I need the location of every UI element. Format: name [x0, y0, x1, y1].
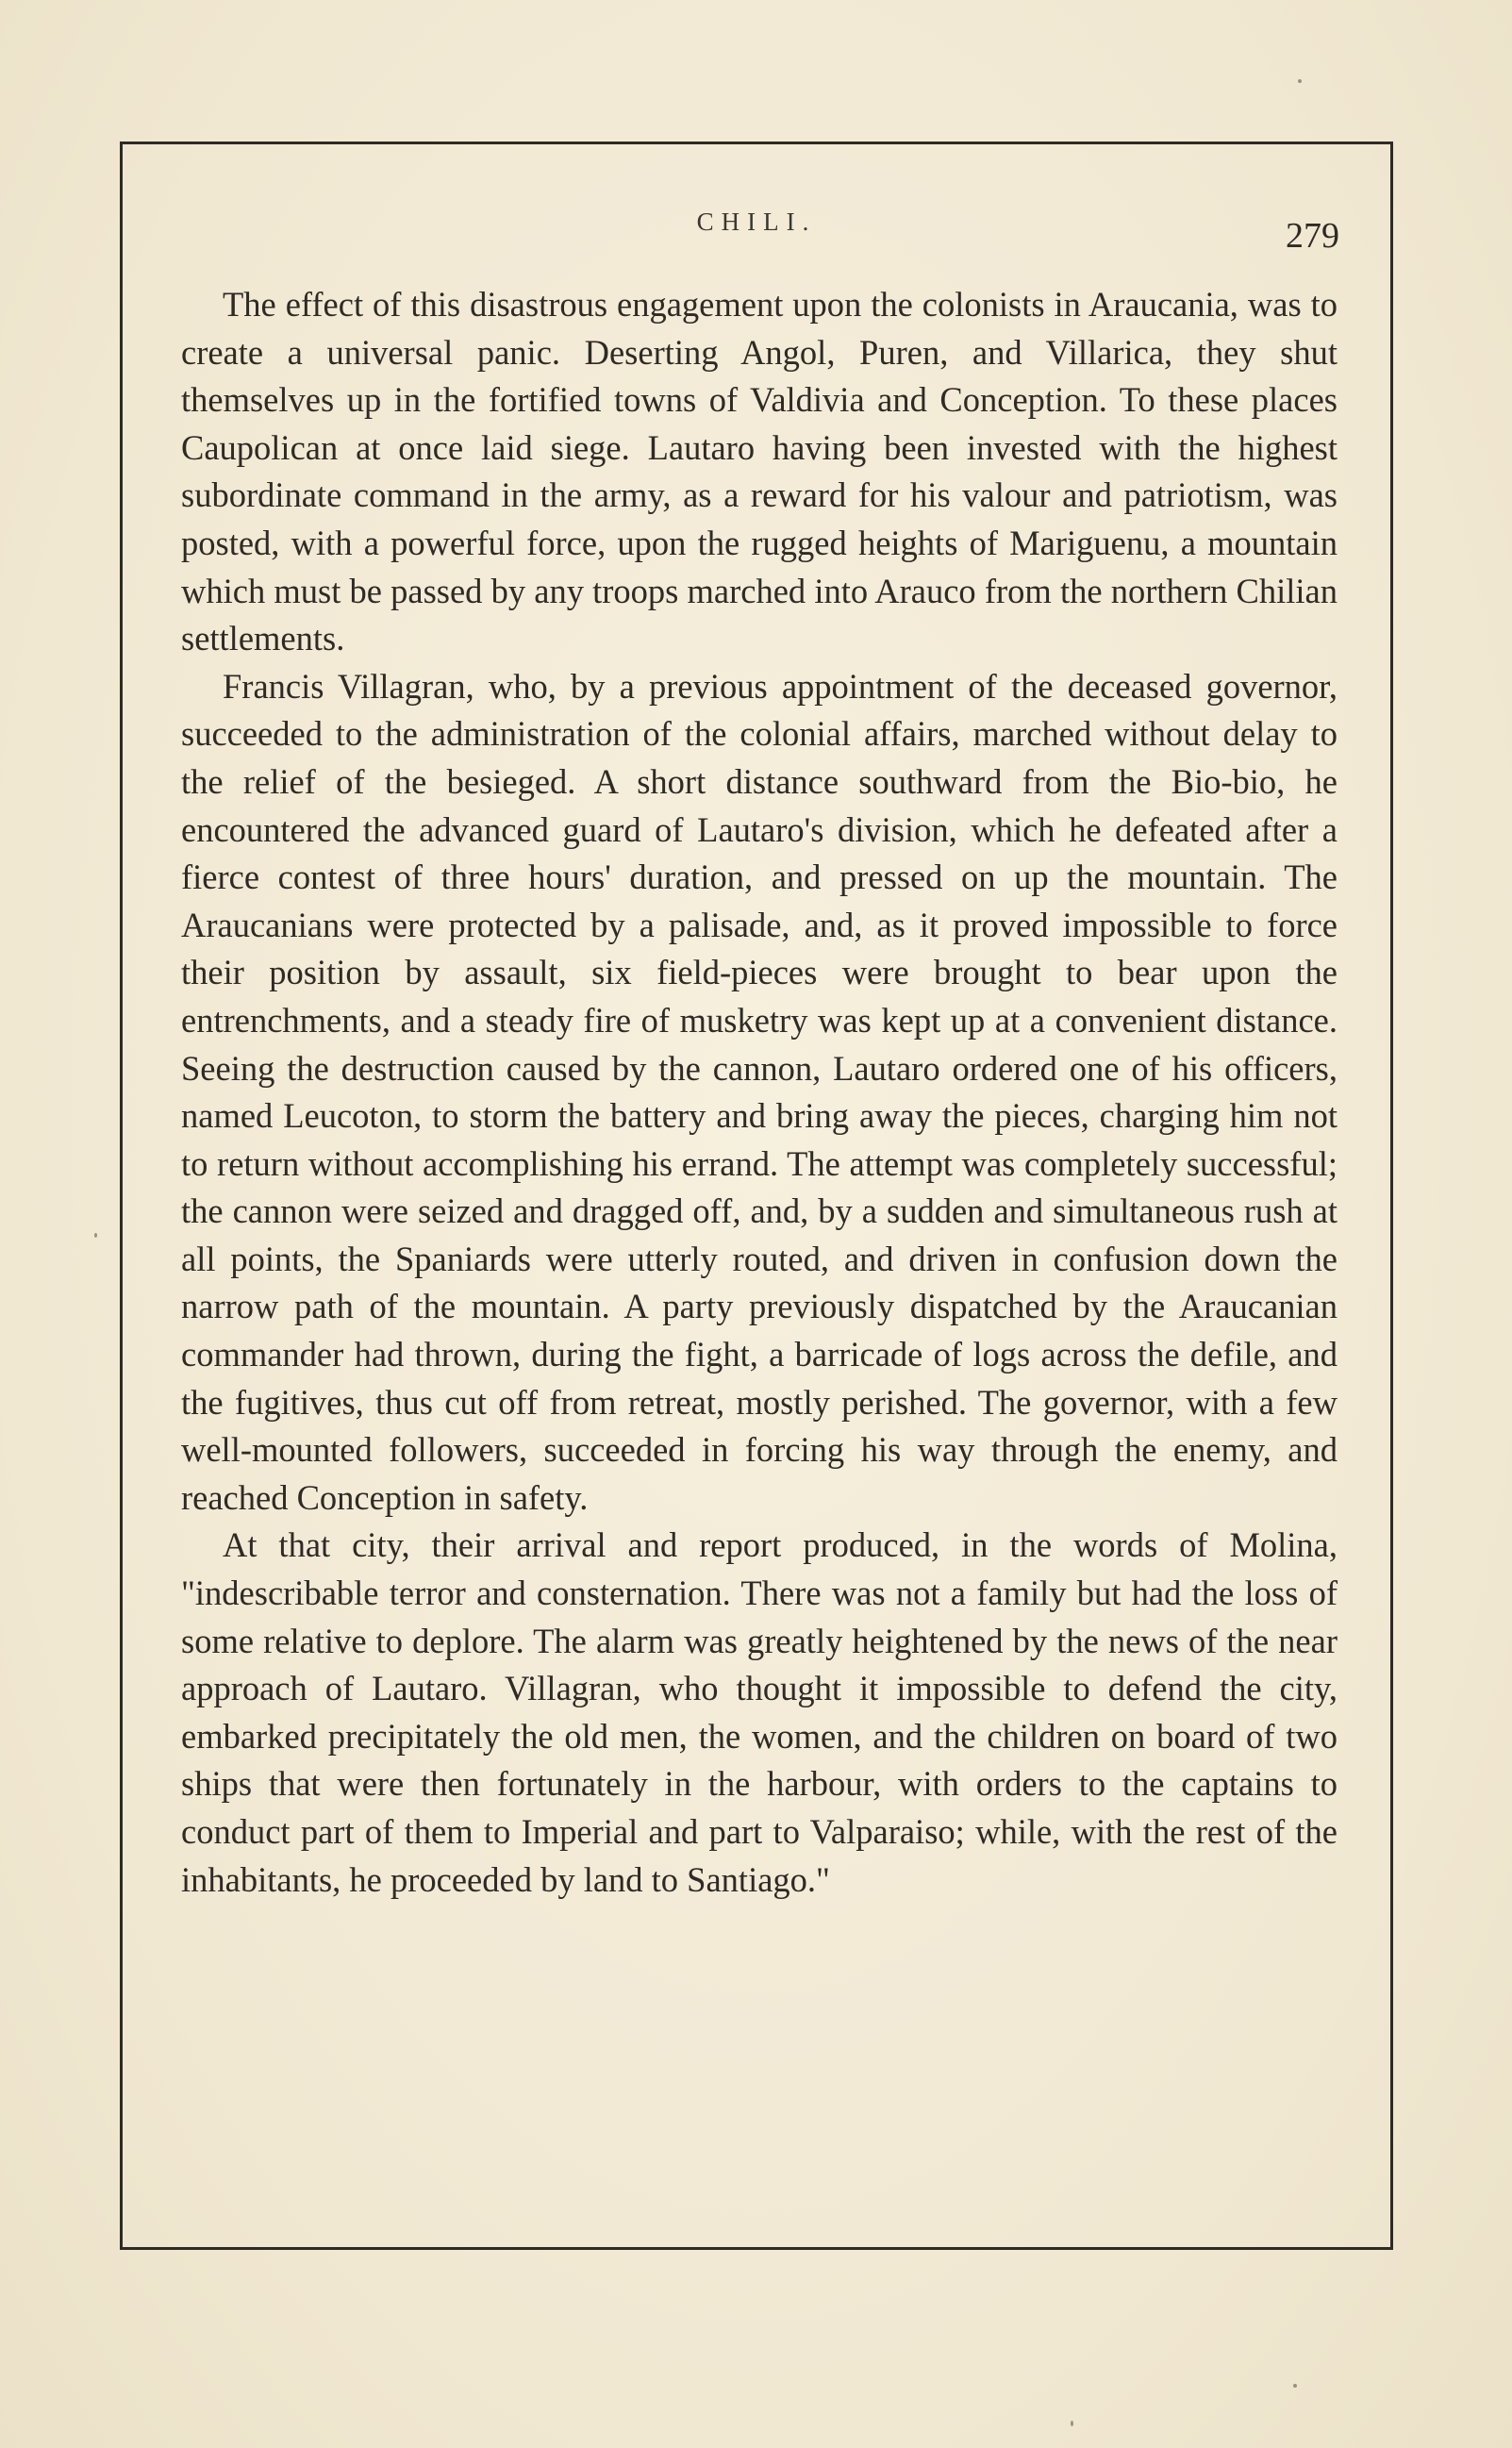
- paper-speck: [1293, 2384, 1297, 2388]
- paragraph-1: The effect of this disastrous engagement upon the colonists in Araucania, was to create a universal panic. Deserting Angol, Puren, and Villarica, they shut themselves up in the fortified towns of Valdivia and Conception. To these places Caupolican at once laid siege. Lautaro having been invested with the highest subordinate command in the army, as a reward for his valour and patriotism, was posted, with a powerful force, upon the rugged heights of Mariguenu, a mountain which must be passed by any troops marched into Arauco from the northern Chilian settlements.: [181, 285, 1338, 658]
- paragraph-2: Francis Villagran, who, by a previous appointment of the deceased governor, succeeded to the administration of the colonial affairs, marched without delay to the relief of the besieged. A short distance southward from the Bio-bio, he encountered the advanced guard of Lautaro's division, which he defeated after a fierce contest of three hours' duration, and pressed on up the mountain. The Araucanians were protected by a palisade, and, as it proved impossible to force their position by assault, six field-pieces were brought to bear upon the entrenchments, and a steady fire of musketry was kept up at a convenient distance. Seeing the destruction caused by the cannon, Lautaro ordered one of his officers, named Leucoton, to storm the battery and bring away the pieces, charging him not to return without accomplishing his errand. The attempt was completely successful; the cannon were seized and dragged off, and, by a sudden and simultaneous rush at all points, the Spaniards were utterly routed, and driven in confusion down the narrow path of the mountain. A party previously dispatched by the Araucanian commander had thrown, during the fight, a barricade of logs across the defile, and the fugitives, thus cut off from retreat, mostly perished. The governor, with a few well-mounted followers, succeeded in forcing his way through the enemy, and reached Conception in safety.: [181, 666, 1338, 1517]
- page-number: 279: [1286, 216, 1339, 256]
- paragraph-3: At that city, their arrival and report produced, in the words of Molina, "indescribable terror and consternation. There was not a family but had the loss of some relative to deplore. The alarm was greatly heightened by the news of the near approach of Lautaro. Villagran, who thought it impossible to defend the city, embarked precipitately the old men, the women, and the children on board of two ships that were then fortunately in the harbour, with orders to the captains to conduct part of them to Imperial and part to Valparaiso; while, with the rest of the inhabitants, he proceeded by land to Santiago.": [181, 1525, 1338, 1899]
- body-text: [181, 281, 1338, 1904]
- paper-speck: [94, 1233, 97, 1238]
- paper-speck: [1298, 79, 1302, 83]
- paper-speck: [1071, 2421, 1073, 2426]
- running-head: CHILI.: [696, 208, 817, 236]
